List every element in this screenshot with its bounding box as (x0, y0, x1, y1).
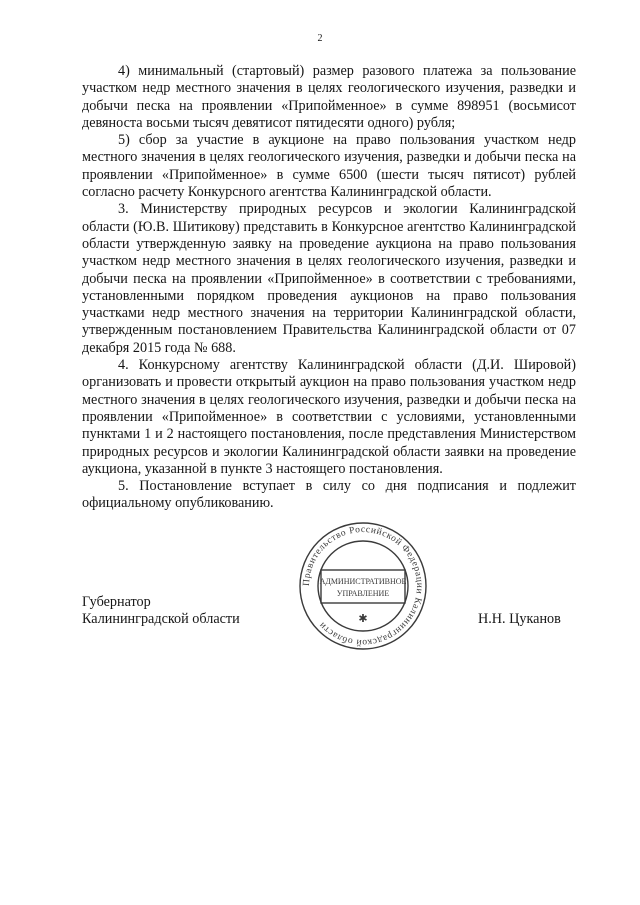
official-stamp (297, 520, 429, 652)
signatory-position-region: Калининградской области (82, 611, 240, 628)
signatory-name: Н.Н. Цуканов (478, 611, 561, 627)
stamp-center-text-top: АДМИНИСТРАТИВНОЕ (319, 577, 407, 586)
stamp-outer-text: Правительство Российской Федерации Калининградской области (301, 524, 425, 648)
signatory-position (82, 594, 240, 629)
stamp-outer-ring (300, 523, 426, 649)
page-number: 2 (317, 33, 323, 44)
stamp-center-frame (321, 570, 405, 603)
document-body (82, 63, 576, 513)
paragraph-entry-into-force: 5. Постановление вступает в силу со дня подписания и подлежит официальному опубликованию. (82, 478, 576, 512)
signatory-position-title: Губернатор (82, 594, 151, 610)
stamp-center-text-bottom: УПРАВЛЕНИЕ (336, 589, 390, 598)
paragraph-agency-instruction: 4. Конкурсному агентству Калининградской области (Д.И. Шировой) организовать и провести открытый аукцион на право пользования участком недр местного значения в целях геологического изучения, разведки и добычи песка на проявлении «Припойменное» в соответствии с условиями, установленными пунктами 1 и 2 настоящего постановления, после представления Министерством природных ресурсов и экологии Калининградской области заявки на проведение аукциона, указанной в пункте 3 настоящего постановления. (82, 357, 576, 477)
paragraph-ministry-instruction: 3. Министерству природных ресурсов и экологии Калининградской области (Ю.В. Шитикову) представить в Конкурсное агентство Калининградской области утвержденную заявку на проведение аукциона на право пользования участком недр местного значения в целях геологического изучения, разведки и добычи песка на проявлении «Припойменное» в соответствии с требованиями, установленными порядком проведения аукционов на право пользования участками недр местного значения на территории Калининградской области, утвержденным постановлением Правительства Калининградской области от 07 декабря 2015 года № 688. (82, 201, 576, 356)
paragraph-participation-fee: 5) сбор за участие в аукционе на право пользования участком недр местного значения в целях геологического изучения, разведки и добычи песка на проявлении «Припойменное» в сумме 6500 (шести тысяч пятисот) рублей согласно расчету Конкурсного агентства Калининградской области. (82, 132, 576, 201)
stamp-star-icon: ✱ (358, 612, 368, 625)
paragraph-minimum-payment: 4) минимальный (стартовый) размер разового платежа за пользование участком недр местного значения в целях геологического изучения, разведки и добычи песка на проявлении «Припойменное» в сумме 898951 (восьмисот девяноста восьми тысяч девятисот пятидесяти одного) рубля; (82, 63, 576, 131)
